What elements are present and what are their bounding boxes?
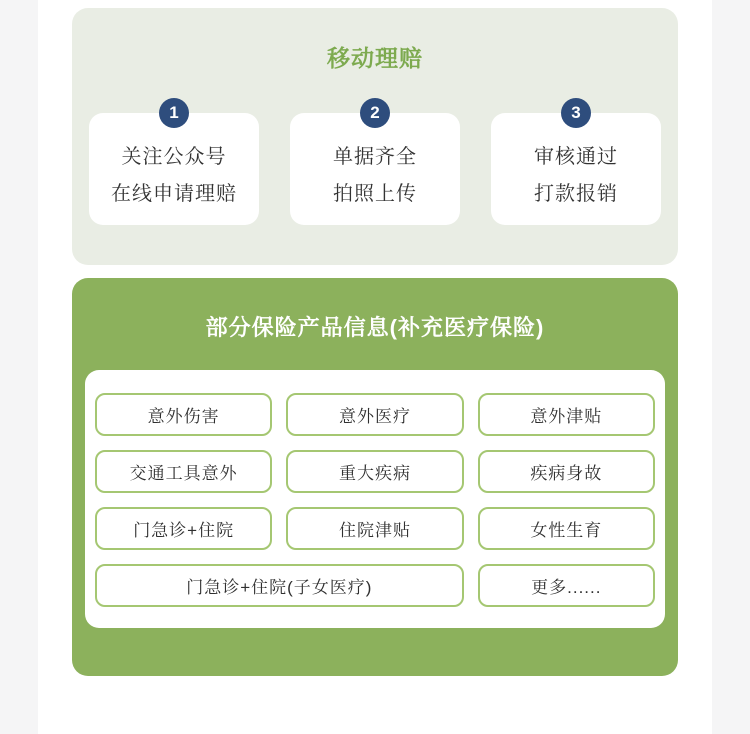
- product-button-outpatient-hospitalization[interactable]: 门急诊+住院: [95, 507, 272, 550]
- product-button-accidental-medical[interactable]: 意外医疗: [286, 393, 463, 436]
- claims-step-2-card: [290, 103, 460, 225]
- step-2-number-badge: 2: [360, 98, 390, 128]
- product-button-hospitalization-allowance[interactable]: 住院津贴: [286, 507, 463, 550]
- product-button-female-maternity[interactable]: 女性生育: [478, 507, 655, 550]
- product-button-illness-death[interactable]: 疾病身故: [478, 450, 655, 493]
- step-1-number-badge: 1: [159, 98, 189, 128]
- claims-step-3-card: [491, 103, 661, 225]
- step-3-text-line2: 打款报销: [534, 183, 618, 205]
- step-2-text-line2: 拍照上传: [333, 183, 417, 205]
- product-button-transport-accident[interactable]: 交通工具意外: [95, 450, 272, 493]
- product-buttons-container: [85, 370, 665, 628]
- product-button-critical-illness[interactable]: 重大疾病: [286, 450, 463, 493]
- claims-steps-row: [72, 103, 678, 225]
- claims-step-1-card: [89, 103, 259, 225]
- insurance-products-title: 部分保险产品信息(补充医疗保险): [205, 315, 545, 340]
- insurance-products-section: [72, 278, 678, 676]
- step-3-text-line1: 审核通过: [534, 146, 618, 168]
- page-column: [38, 0, 712, 734]
- product-button-more[interactable]: 更多......: [478, 564, 655, 607]
- step-1-text-line2: 在线申请理赔: [111, 183, 237, 205]
- step-3-number-badge: 3: [561, 98, 591, 128]
- product-button-accident-allowance[interactable]: 意外津贴: [478, 393, 655, 436]
- product-button-children-medical[interactable]: 门急诊+住院(子女医疗): [95, 564, 464, 607]
- step-2-text-line1: 单据齐全: [333, 146, 417, 168]
- mobile-claims-section: [72, 8, 678, 265]
- step-1-text-line1: 关注公众号: [121, 146, 227, 168]
- mobile-claims-title: 移动理赔: [327, 45, 423, 71]
- product-button-accidental-injury[interactable]: 意外伤害: [95, 393, 272, 436]
